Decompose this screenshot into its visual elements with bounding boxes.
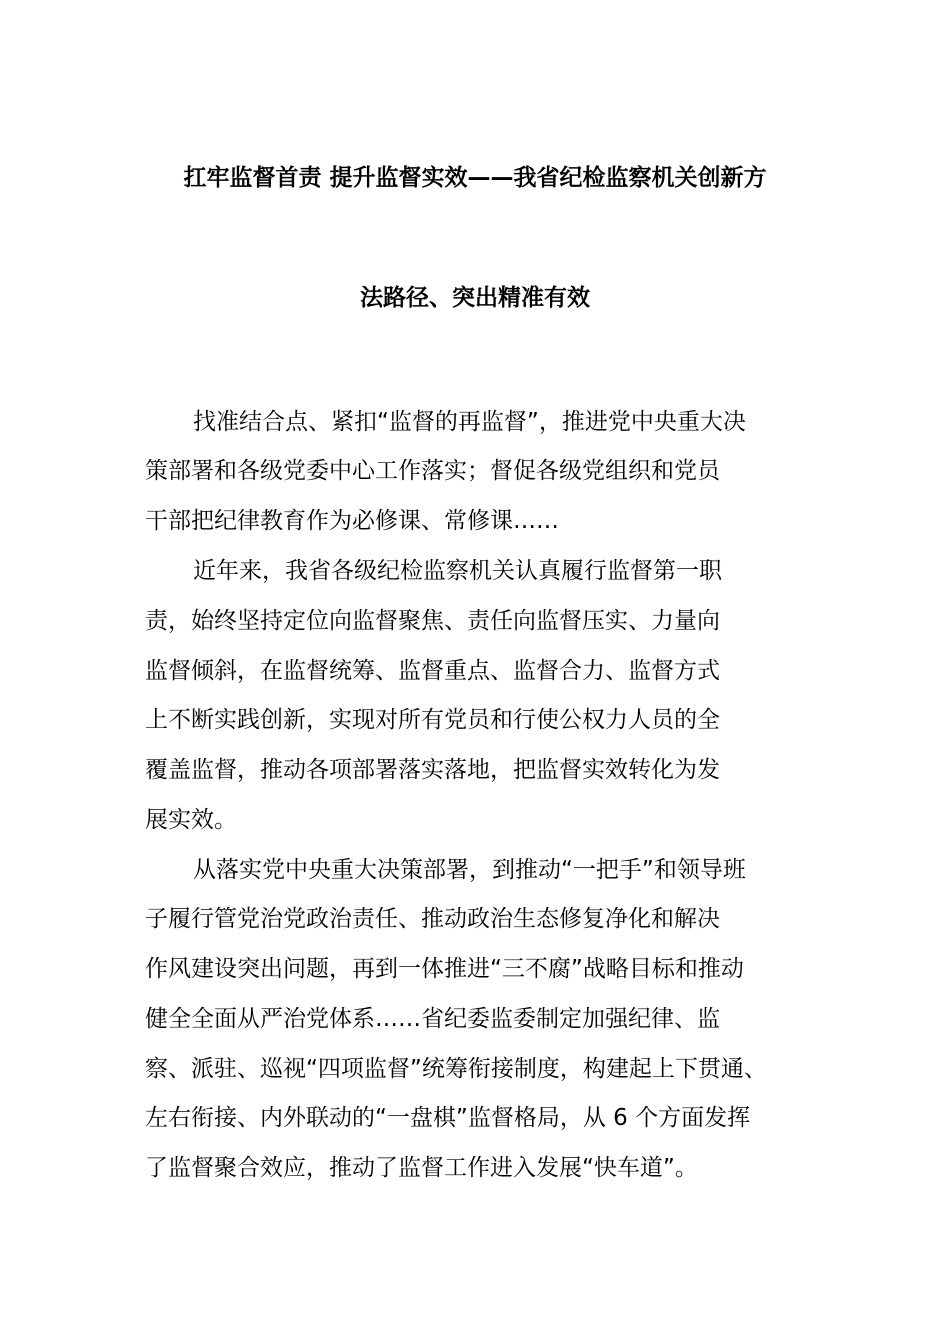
paragraph-1-line-2: 策部署和各级党委中心工作落实；督促各级党组织和党员 — [145, 458, 720, 484]
paragraph-3-line-4: 健全全面从严治党体系……省纪委监委制定加强纪律、监 — [145, 1006, 720, 1032]
paragraph-3-line-3: 作风建设突出问题，再到一体推进“三不腐”战略目标和推动 — [145, 956, 744, 982]
paragraph-3-line-5: 察、派驻、巡视“四项监督”统筹衔接制度，构建起上下贯通、 — [145, 1056, 767, 1082]
paragraph-2-line-6: 展实效。 — [145, 807, 237, 833]
paragraph-3-line-6: 左右衔接、内外联动的“一盘棋”监督格局，从 6 个方面发挥 — [145, 1105, 751, 1131]
paragraph-2-line-5: 覆盖监督，推动各项部署落实落地，把监督实效转化为发 — [145, 757, 720, 783]
paragraph-2-line-1: 近年来，我省各级纪检监察机关认真履行监督第一职 — [193, 558, 722, 584]
paragraph-2-line-4: 上不断实践创新，实现对所有党员和行使公权力人员的全 — [145, 707, 720, 733]
paragraph-1-line-3: 干部把纪律教育作为必修课、常修课…… — [145, 508, 559, 534]
document-title-line-1: 扛牢监督首责 提升监督实效——我省纪检监察机关创新方 — [183, 165, 767, 191]
paragraph-3-line-7: 了监督聚合效应，推动了监督工作进入发展“快车道”。 — [145, 1155, 698, 1181]
paragraph-3-line-1: 从落实党中央重大决策部署，到推动“一把手”和领导班 — [193, 857, 746, 883]
document-title-line-2: 法路径、突出精准有效 — [360, 285, 590, 311]
paragraph-1-line-1: 找准结合点、紧扣“监督的再监督”，推进党中央重大决 — [193, 409, 746, 435]
paragraph-2-line-2: 责，始终坚持定位向监督聚焦、责任向监督压实、力量向 — [145, 608, 720, 634]
paragraph-3-line-2: 子履行管党治党政治责任、推动政治生态修复净化和解决 — [145, 906, 720, 932]
paragraph-2-line-3: 监督倾斜，在监督统筹、监督重点、监督合力、监督方式 — [145, 658, 720, 684]
